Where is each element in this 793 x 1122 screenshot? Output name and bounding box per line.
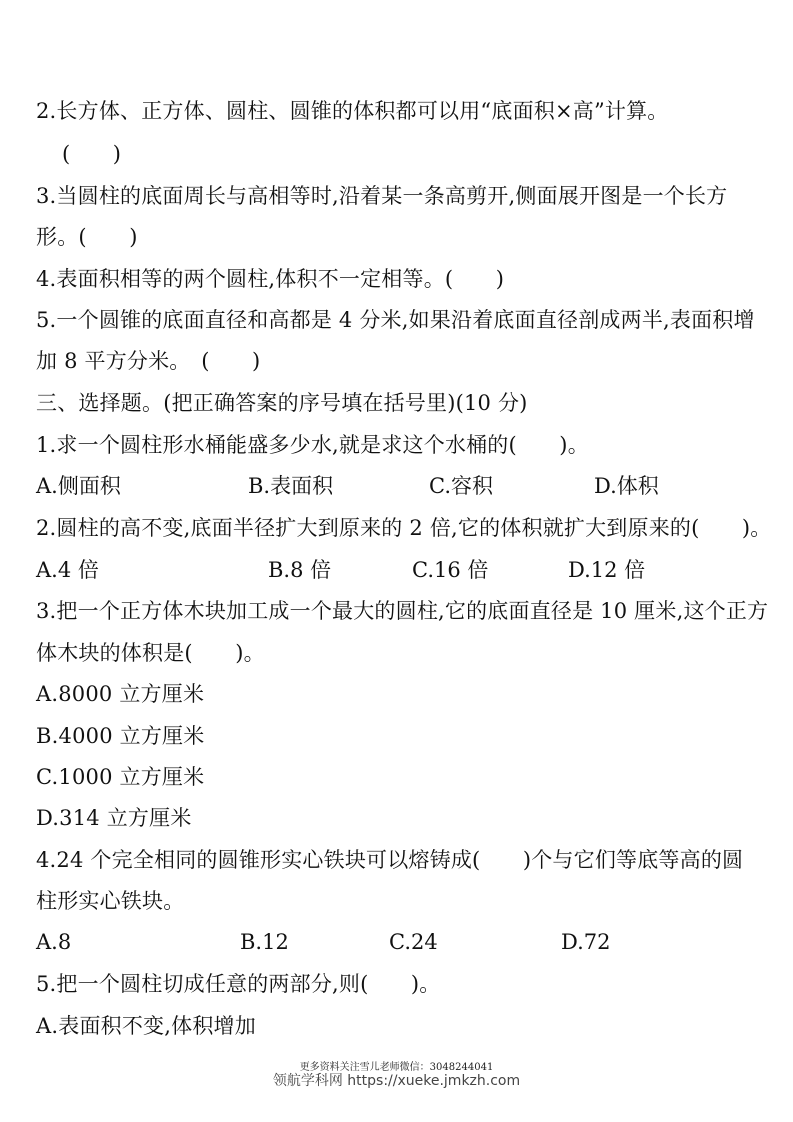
option-b: B.12 [240,930,289,954]
option-a: A.8 [36,930,72,954]
choice-question-4-line-2: 柱形实心铁块。 [36,889,185,913]
judge-question-5-line-2: 加 8 平方分米。 ( ) [36,349,261,373]
choice-question-5: 5.把一个圆柱切成任意的两部分,则( )。 [36,972,441,996]
option-b: B.8 倍 [268,558,332,582]
option-d: D.体积 [594,474,659,498]
option-a: A.4 倍 [36,558,99,582]
option-c: C.容积 [429,474,493,498]
option-b: B.4000 立方厘米 [36,724,205,748]
option-c: C.1000 立方厘米 [36,765,205,789]
option-b: B.表面积 [248,474,334,498]
choice-question-2: 2.圆柱的高不变,底面半径扩大到原来的 2 倍,它的体积就扩大到原来的( )。 [36,516,772,540]
choice-question-3-line-2: 体木块的体积是( )。 [36,641,265,665]
option-d: D.12 倍 [568,558,646,582]
option-a: A.侧面积 [36,474,121,498]
option-a: A.表面积不变,体积增加 [36,1014,256,1038]
footer-site-link[interactable]: 领航学科网 https://xueke.jmkzh.com [272,1073,521,1089]
section-3-heading: 三、选择题。(把正确答案的序号填在括号里)(10 分) [36,391,528,415]
choice-question-1-options [0,471,793,501]
option-c: C.16 倍 [412,558,489,582]
judge-question-2-answer-paren: ( ) [62,142,122,166]
choice-question-4-line-1: 4.24 个完全相同的圆锥形实心铁块可以熔铸成( )个与它们等底等高的圆 [36,848,744,872]
option-a: A.8000 立方厘米 [36,682,205,706]
judge-question-2: 2.长方体、正方体、圆柱、圆锥的体积都可以用“底面积×高”计算。 [36,99,669,123]
choice-question-2-options [0,555,793,585]
judge-question-3-line-1: 3.当圆柱的底面周长与高相等时,沿着某一条高剪开,侧面展开图是一个长方 [36,184,728,208]
judge-question-4: 4.表面积相等的两个圆柱,体积不一定相等。( ) [36,267,505,291]
choice-question-1: 1.求一个圆柱形水桶能盛多少水,就是求这个水桶的( )。 [36,433,589,457]
footer-contact-note: 更多资料关注雪儿老师微信：3048244041 [299,1062,494,1073]
option-c: C.24 [389,930,438,954]
choice-question-3-line-1: 3.把一个正方体木块加工成一个最大的圆柱,它的底面直径是 10 厘米,这个正方 [36,599,769,623]
choice-question-4-options [0,927,793,957]
judge-question-3-line-2: 形。( ) [36,225,138,249]
judge-question-5-line-1: 5.一个圆锥的底面直径和高都是 4 分米,如果沿着底面直径剖成两半,表面积增 [36,308,755,332]
option-d: D.314 立方厘米 [36,806,192,830]
option-d: D.72 [561,930,611,954]
